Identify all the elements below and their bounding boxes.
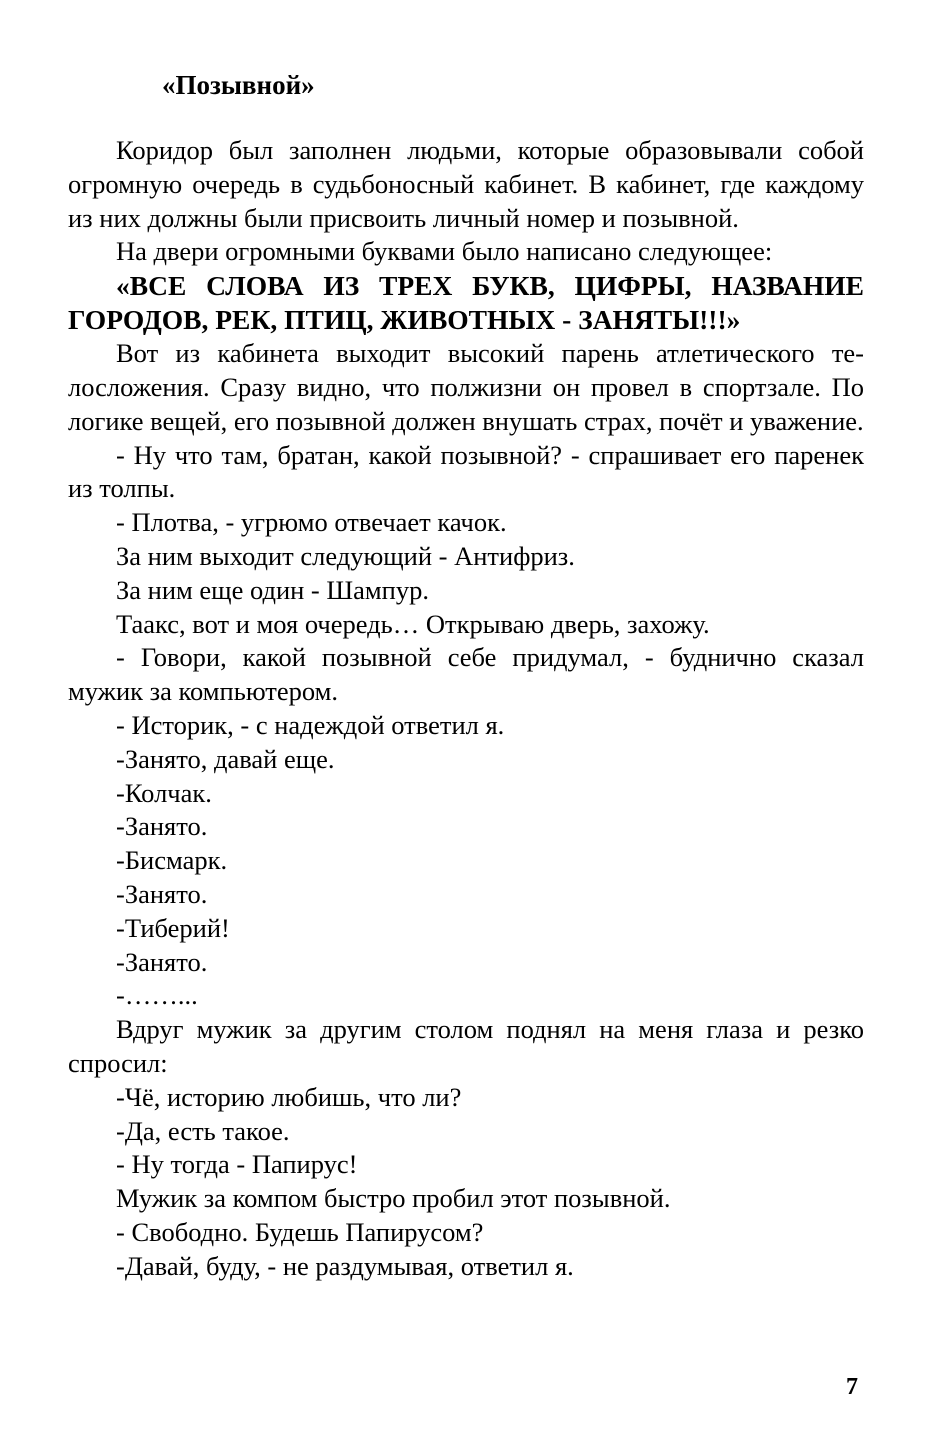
body-text [68, 134, 864, 1284]
paragraph: Коридор был заполнен людьми, которые образовывали собой огромную очередь в судьбоносный кабинет. В кабинет, где каждому из них должны были присвоить личный номер и позывной. [68, 135, 864, 233]
paragraph: - Говори, какой позывной себе придумал, - буднично сказал мужик за компьютером. [68, 642, 864, 707]
paragraph: На двери огромными буквами было написано следующее: [116, 236, 773, 267]
paragraph: -Чё, историю любишь, что ли? [116, 1081, 462, 1112]
paragraph: - Свободно. Будешь Папирусом? [116, 1216, 484, 1247]
paragraph: - Ну тогда - Папирус! [116, 1149, 358, 1180]
page-number: 7 [846, 1374, 858, 1400]
paragraph: -Занято. [116, 811, 208, 842]
door-sign-paragraph: «ВСЕ СЛОВА ИЗ ТРЕХ БУКВ, ЦИФРЫ, НАЗВАНИЕ ГОРОДОВ, РЕК, ПТИЦ, ЖИВОТНЫХ - ЗАНЯТЫ!!!» [68, 270, 864, 336]
paragraph: -Занято. [116, 946, 208, 977]
paragraph: Мужик за компом быстро пробил этот позывной. [116, 1183, 671, 1214]
paragraph: - Плотва, - угрюмо отвечает качок. [116, 507, 507, 538]
paragraph: -Да, есть такое. [116, 1115, 290, 1146]
paragraph: Вдруг мужик за другим столом поднял на меня глаза и резко спросил: [68, 1014, 864, 1078]
paragraph: Вот из кабинета выходит высокий парень атлетического телосложения. Сразу видно, что полжизни он провел в спортзале. По логике вещей, его позывной должен внушать страх, почёт и уважение. [68, 338, 864, 436]
chapter-title: «Позывной» [162, 70, 315, 100]
paragraph: -……... [116, 980, 198, 1011]
paragraph: -Тиберий! [116, 912, 230, 943]
paragraph: -Бисмарк. [116, 845, 228, 876]
paragraph: - Историк, - с надеждой ответил я. [116, 709, 505, 740]
paragraph: - Ну что там, братан, какой позывной? - спрашивает его паренек из толпы. [68, 439, 864, 504]
paragraph: За ним еще один - Шампур. [116, 574, 429, 605]
paragraph: -Занято. [116, 878, 208, 909]
paragraph: -Давай, буду, - не раздумывая, ответил я. [116, 1250, 574, 1281]
paragraph: -Занято, давай еще. [116, 743, 335, 774]
paragraph: -Колчак. [116, 777, 212, 808]
paragraph: За ним выходит следующий - Антифриз. [116, 540, 575, 571]
paragraph: Таакс, вот и моя очередь… Открываю дверь, захожу. [116, 608, 710, 639]
